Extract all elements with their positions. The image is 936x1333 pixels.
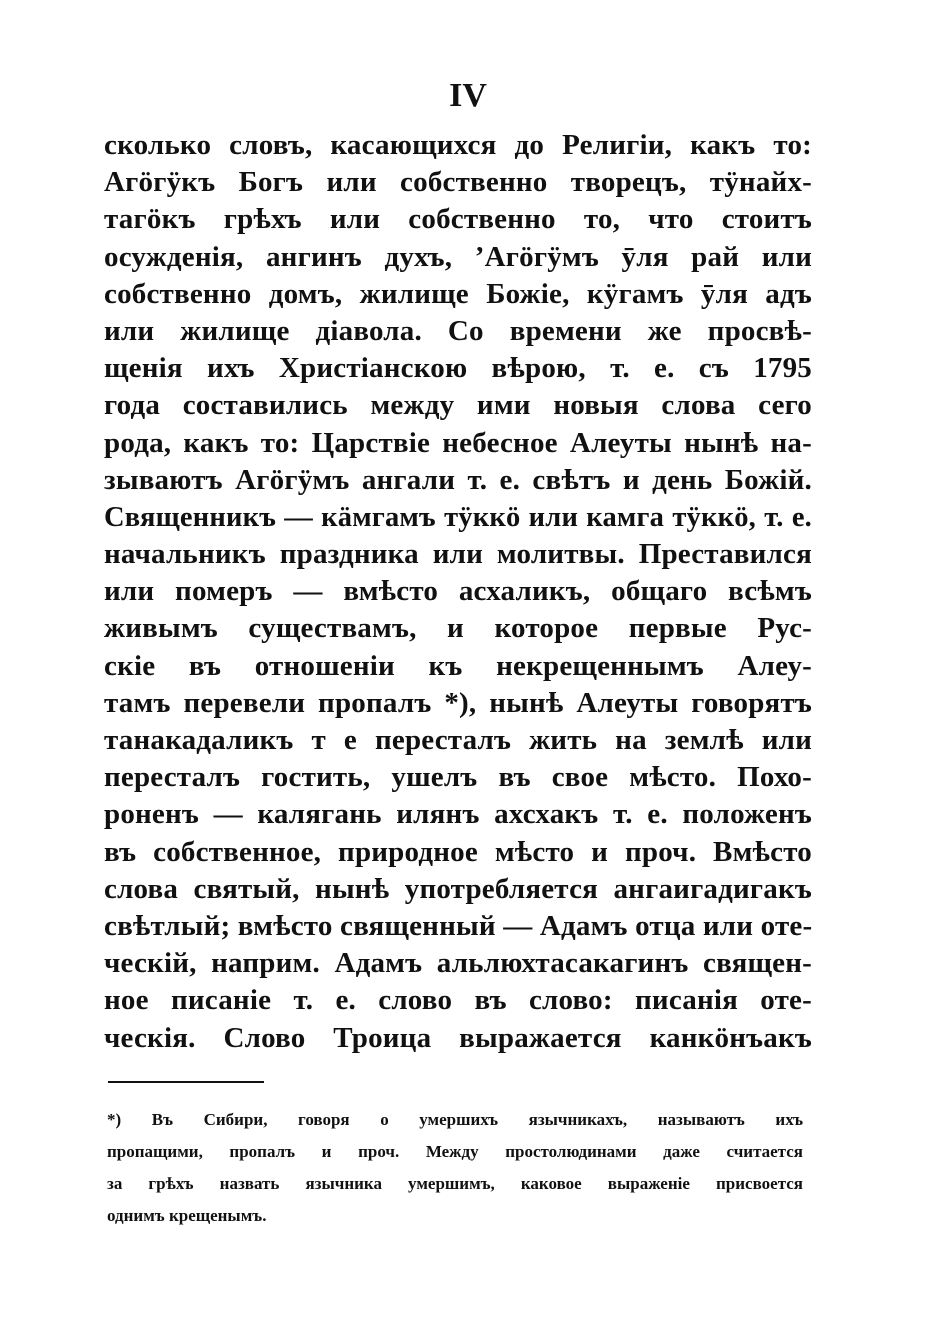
body-line: ческій, наприм. Адамъ альлюхтасакагинъ священ- bbox=[104, 947, 812, 980]
body-line: щенія ихъ Христіанскою вѣрою, т. е. съ 1795 bbox=[104, 352, 812, 385]
body-line: пересталъ гостить, ушелъ въ свое мѣсто. Похо- bbox=[104, 761, 812, 794]
body-line: или жилище діавола. Со времени же просвѣ- bbox=[104, 314, 812, 347]
footnote-line: за грѣхъ назвать язычника умершимъ, каковое выраженіе присвоется bbox=[107, 1174, 803, 1193]
footnote bbox=[107, 1104, 803, 1232]
footnote-line: *) Въ Сибири, говоря о умершихъ язычникахъ, называютъ ихъ bbox=[107, 1110, 803, 1129]
body-line: живымъ существамъ, и которое первые Рус- bbox=[104, 612, 812, 645]
body-line: года составились между ими новыя слова сего bbox=[104, 389, 812, 422]
body-text bbox=[104, 127, 812, 1057]
body-line: тамъ перевели пропалъ *), нынѣ Алеуты говорятъ bbox=[104, 686, 812, 719]
body-line: Священникъ — кӓмгамъ тӱккӧ или камга тӱккӧ, т. е. bbox=[104, 501, 812, 533]
body-line: ное писаніе т. е. слово въ слово: писанія оте- bbox=[104, 984, 812, 1017]
body-line: осужденія, ангинъ духъ, ʼАгӧгӱмъ ӯля рай или bbox=[104, 240, 812, 273]
footnote-line: пропащими, пропалъ и проч. Между простолюдинами даже считается bbox=[107, 1142, 803, 1161]
body-line: рода, какъ то: Царствіе небесное Алеуты нынѣ на- bbox=[104, 426, 812, 459]
body-line: зываютъ Агӧгӱмъ ангали т. е. свѣтъ и день Божій. bbox=[104, 463, 812, 496]
page-number: IV bbox=[449, 77, 487, 114]
body-line: скіе въ отношеніи къ некрещеннымъ Алеу- bbox=[104, 649, 812, 682]
body-line: собственно домъ, жилище Божіе, кӱгамъ ӯля адъ bbox=[104, 277, 812, 310]
body-line: начальникъ праздника или молитвы. Преставился bbox=[104, 538, 812, 571]
body-line: роненъ — калягань илянъ ахсхакъ т. е. положенъ bbox=[104, 798, 812, 831]
body-line: ческія. Слово Троица выражается канкӧнъакъ bbox=[104, 1021, 812, 1054]
footnote-divider bbox=[108, 1081, 264, 1083]
body-line: танакадаликъ т е пересталъ жить на землѣ или bbox=[104, 724, 812, 756]
body-line: или померъ — вмѣсто асхаликъ, общаго всѣмъ bbox=[104, 575, 812, 608]
body-line: въ собственное, природное мѣсто и проч. Вмѣсто bbox=[104, 835, 812, 868]
body-line: слова святый, нынѣ употребляется ангаигадигакъ bbox=[104, 872, 812, 905]
body-line: Агӧгӱкъ Богъ или собственно творецъ, тӱнайх- bbox=[104, 166, 812, 199]
body-line: свѣтлый; вмѣсто священный — Адамъ отца или оте- bbox=[104, 909, 813, 942]
body-line: тагӧкъ грѣхъ или собственно то, что стоитъ bbox=[104, 203, 812, 236]
footnote-line: однимъ крещенымъ. bbox=[107, 1206, 267, 1225]
body-line: сколько словъ, касающихся до Религіи, какъ то: bbox=[104, 129, 812, 161]
